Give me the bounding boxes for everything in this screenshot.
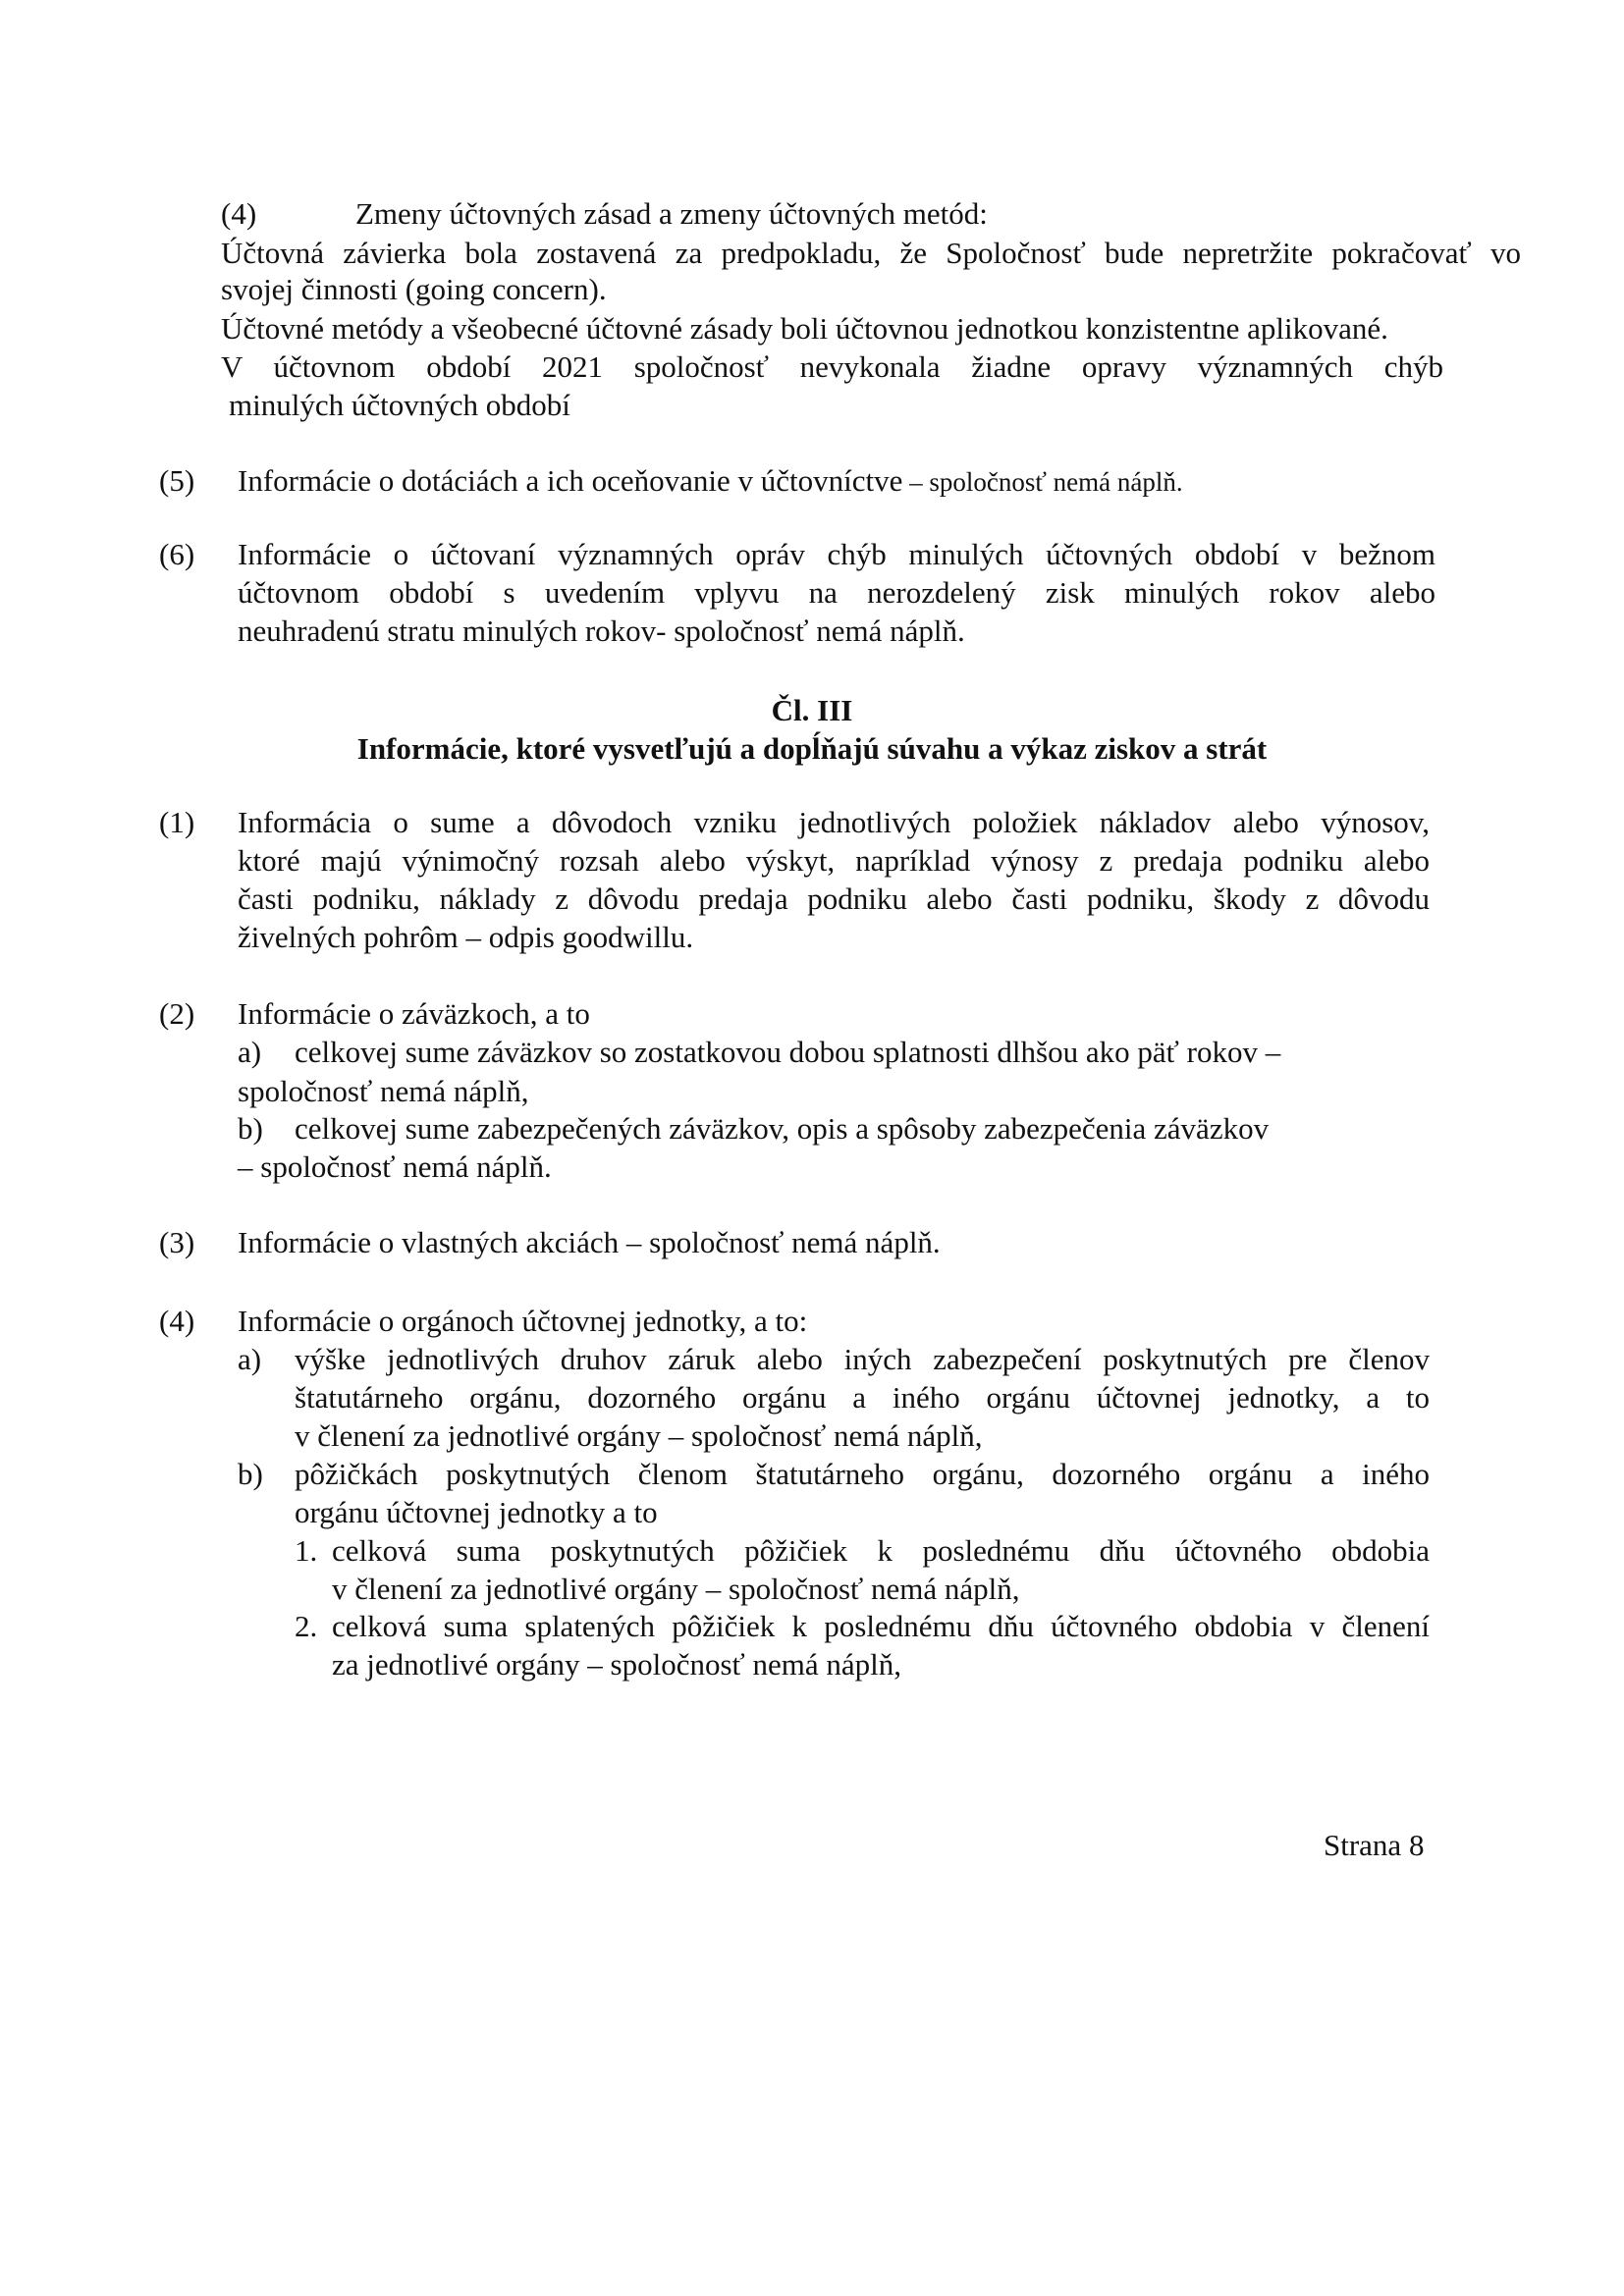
item5-text: Informácie o dotáciách a ich oceňovanie v účtovníctve <box>238 463 903 498</box>
item-title: Zmeny účtovných zásad a zmeny účtovných metód: <box>355 196 988 231</box>
paragraph-line: časti podniku, náklady z dôvodu predaja podniku alebo časti podniku, škody z dôvodu <box>238 881 1430 916</box>
paragraph-line: účtovnom období s uvedením vplyvu na nerozdelený zisk minulých rokov alebo <box>238 575 1435 610</box>
item-number: (2) <box>159 996 195 1031</box>
paragraph-line: v členení za jednotlivé orgány – spoločnosť nemá náplň, <box>332 1572 1020 1606</box>
paragraph-line: celková suma splatených pôžičiek k poslednému dňu účtovného obdobia v členení <box>332 1609 1430 1643</box>
item-number: (3) <box>159 1225 195 1259</box>
paragraph-line: orgánu účtovnej jednotky a to <box>295 1495 658 1529</box>
list-label: 1. <box>295 1533 318 1568</box>
paragraph-line: V účtovnom období 2021 spoločnosť nevykonala žiadne opravy významných chýb <box>221 349 1443 384</box>
paragraph-line: ktoré majú výnimočný rozsah alebo výskyt, napríklad výnosy z predaja podniku alebo <box>238 843 1430 878</box>
paragraph-line: Informácia o sume a dôvodoch vzniku jednotlivých položiek nákladov alebo výnosov, <box>238 805 1430 839</box>
list-label: 2. <box>295 1609 318 1643</box>
paragraph-line: Informácie o účtovaní významných opráv chýb minulých účtovných období v bežnom <box>238 537 1435 571</box>
article-title: Čl. III <box>771 693 853 727</box>
list-label: b) <box>238 1111 263 1146</box>
list-label: b) <box>238 1457 263 1491</box>
paragraph-line: Účtovná závierka bola zostavená za predpokladu, že Spoločnosť bude nepretržite pokračovať vo <box>221 236 1521 270</box>
paragraph-line: minulých účtovných období <box>229 388 570 422</box>
paragraph-line: Informácie o vlastných akciách – spoločnosť nemá náplň. <box>238 1225 941 1259</box>
paragraph-line: spoločnosť nemá náplň, <box>238 1074 529 1108</box>
item5-note: – spoločnosť nemá náplň. <box>902 467 1183 497</box>
paragraph-line: v členení za jednotlivé orgány – spoločnosť nemá náplň, <box>295 1418 983 1453</box>
item-number: (4) <box>221 196 257 231</box>
paragraph-line: Informácie o záväzkoch, a to <box>238 996 590 1031</box>
paragraph-line: celková suma poskytnutých pôžičiek k poslednému dňu účtovného obdobia <box>332 1533 1430 1568</box>
paragraph-line: celkovej sume záväzkov so zostatkovou dobou splatnosti dlhšou ako päť rokov – <box>295 1035 1281 1069</box>
article-subtitle: Informácie, ktoré vysvetľujú a dopĺňajú súvahu a výkaz ziskov a strát <box>356 731 1268 766</box>
paragraph-line: pôžičkách poskytnutých členom štatutárneho orgánu, dozorného orgánu a iného <box>295 1457 1430 1491</box>
paragraph-line: celkovej sume zabezpečených záväzkov, opis a spôsoby zabezpečenia záväzkov <box>295 1111 1270 1146</box>
list-label: a) <box>238 1035 262 1069</box>
paragraph-line: svojej činnosti (going concern). <box>221 272 607 306</box>
page-number: Strana 8 <box>1324 1828 1425 1862</box>
paragraph-line: štatutárneho orgánu, dozorného orgánu a iného orgánu účtovnej jednotky, a to <box>295 1380 1430 1415</box>
paragraph-line <box>238 463 1183 500</box>
list-label: a) <box>238 1342 262 1376</box>
paragraph-line: živelných pohrôm – odpis goodwillu. <box>238 920 694 954</box>
paragraph-line: Informácie o orgánoch účtovnej jednotky, a to: <box>238 1304 808 1338</box>
item-number: (1) <box>159 805 195 839</box>
paragraph-line: neuhradenú stratu minulých rokov- spoločnosť nemá náplň. <box>238 614 965 648</box>
paragraph-line: výške jednotlivých druhov záruk alebo iných zabezpečení poskytnutých pre členov <box>295 1342 1430 1376</box>
paragraph-line: Účtovné metódy a všeobecné účtovné zásady boli účtovnou jednotkou konzistentne aplikované. <box>221 311 1388 346</box>
item-number: (6) <box>159 537 195 571</box>
paragraph-line: za jednotlivé orgány – spoločnosť nemá náplň, <box>332 1647 902 1682</box>
item-number: (4) <box>159 1304 195 1338</box>
item-number: (5) <box>159 463 195 498</box>
paragraph-line: – spoločnosť nemá náplň. <box>238 1149 552 1184</box>
